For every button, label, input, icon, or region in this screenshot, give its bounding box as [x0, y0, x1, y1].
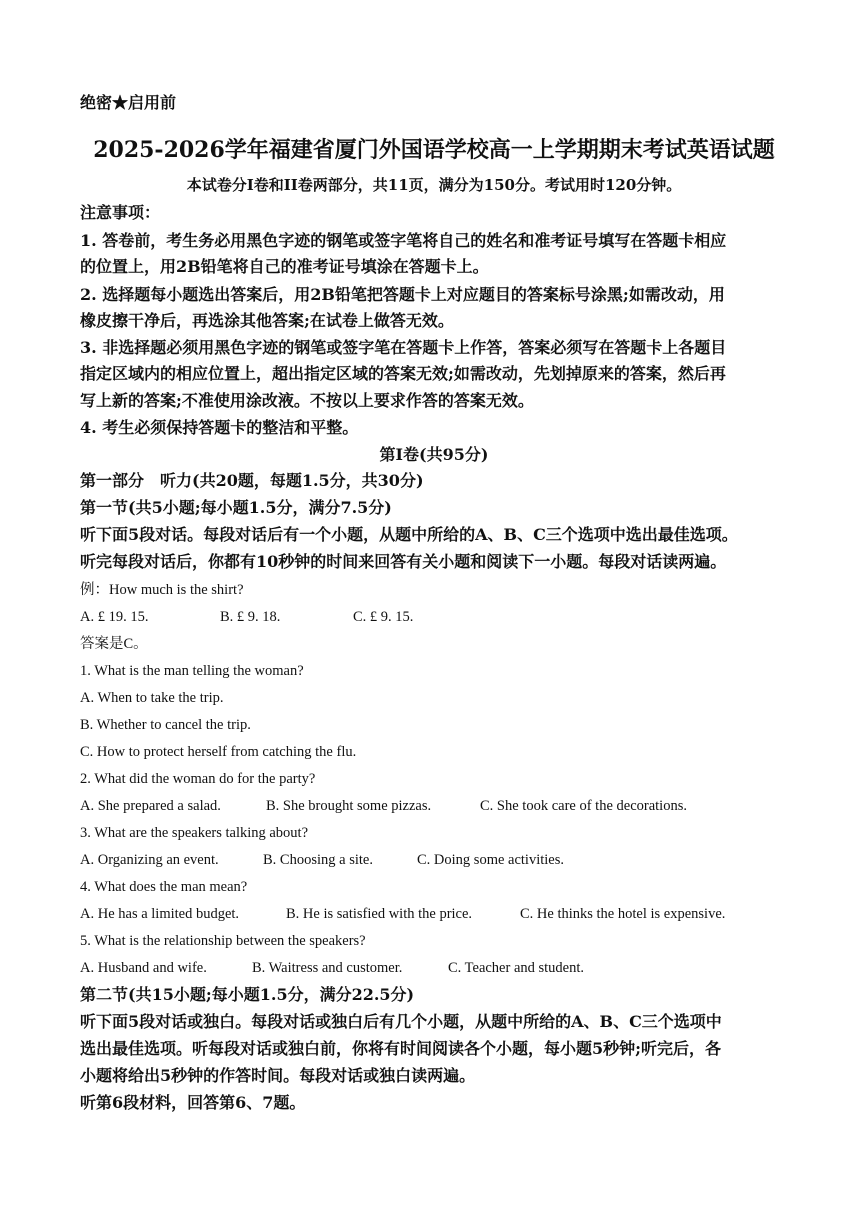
question-5: 5. What is the relationship between the speakers? [80, 933, 366, 949]
instruction-line: 听完每段对话后，你都有10秒钟的时间来回答有关小题和阅读下一小题。每段对话读两遍。 [80, 552, 727, 571]
q5-option-a: A. Husband and wife. [80, 960, 207, 976]
instruction-line: 小题将给出5秒钟的作答时间。每段对话或独白读两遍。 [80, 1066, 476, 1085]
material-heading: 听第6段材料，回答第6、7题。 [80, 1093, 306, 1112]
example-option-b: B. £ 9. 18. [220, 609, 281, 625]
q1-option-b: B. Whether to cancel the trip. [80, 717, 251, 733]
example-option-a: A. £ 19. 15. [80, 609, 149, 625]
q3-option-a: A. Organizing an event. [80, 852, 219, 868]
q4-option-a: A. He has a limited budget. [80, 906, 240, 922]
q4-option-b: B. He is satisfied with the price. [286, 906, 473, 922]
part-heading: 第一部分 听力(共20题，每题1.5分，共30分) [80, 471, 424, 490]
note-line: 1. 答卷前，考生务必用黑色字迹的钢笔或签字笔将自己的姓名和准考证号填写在答题卡相应 [80, 231, 727, 250]
note-line: 指定区域内的相应位置上，超出指定区域的答案无效;如需改动，先划掉原来的答案，然后再 [80, 364, 726, 383]
q1-option-a: A. When to take the trip. [80, 690, 224, 706]
note-line: 3. 非选择题必须用黑色字迹的钢笔或签字笔在答题卡上作答，答案必须写在答题卡上各题目 [80, 338, 727, 357]
q5-option-b: B. Waitress and customer. [252, 960, 403, 976]
q2-option-b: B. She brought some pizzas. [266, 798, 432, 814]
note-line: 的位置上，用2B铅笔将自己的准考证号填涂在答题卡上。 [80, 257, 489, 276]
question-4: 4. What does the man mean? [80, 879, 248, 895]
example-question: 例：How much is the shirt? [80, 582, 244, 598]
volume-heading: 第I卷(共95分) [379, 445, 489, 464]
note-line: 写上新的答案;不准使用涂改液。不按以上要求作答的答案无效。 [80, 391, 534, 410]
q3-option-c: C. Doing some activities. [417, 852, 564, 868]
question-3: 3. What are the speakers talking about? [80, 825, 309, 841]
section-heading: 第二节(共15小题;每小题1.5分，满分22.5分) [80, 985, 415, 1004]
q1-option-c: C. How to protect herself from catching the flu. [80, 744, 357, 760]
exam-subtitle: 本试卷分I卷和II卷两部分，共11页，满分为150分。考试用时120分钟。 [186, 176, 682, 194]
confidential-mark: 绝密★启用前 [80, 93, 177, 112]
question-2: 2. What did the woman do for the party? [80, 771, 316, 787]
note-line: 4. 考生必须保持答题卡的整洁和平整。 [80, 418, 359, 437]
q4-option-c: C. He thinks the hotel is expensive. [520, 906, 726, 922]
example-option-c: C. £ 9. 15. [353, 609, 414, 625]
note-line: 2. 选择题每小题选出答案后，用2B铅笔把答题卡上对应题目的答案标号涂黑;如需改动，用 [80, 285, 725, 304]
section-heading: 第一节(共5小题;每小题1.5分，满分7.5分) [80, 498, 392, 517]
example-answer: 答案是C。 [80, 636, 148, 652]
q2-option-a: A. She prepared a salad. [80, 798, 221, 814]
note-line: 橡皮擦干净后，再选涂其他答案;在试卷上做答无效。 [80, 311, 454, 330]
question-1: 1. What is the man telling the woman? [80, 663, 304, 679]
q3-option-b: B. Choosing a site. [263, 852, 373, 868]
instruction-line: 听下面5段对话。每段对话后有一个小题，从题中所给的A、B、C三个选项中选出最佳选项。 [80, 525, 738, 544]
q2-option-c: C. She took care of the decorations. [480, 798, 687, 814]
instruction-line: 选出最佳选项。听每段对话或独白前，你将有时间阅读各个小题，每小题5秒钟;听完后，各 [80, 1039, 722, 1058]
q5-option-c: C. Teacher and student. [448, 960, 585, 976]
instruction-line: 听下面5段对话或独白。每段对话或独白后有几个小题，从题中所给的A、B、C三个选项中 [80, 1012, 722, 1031]
notes-heading: 注意事项： [80, 203, 161, 222]
page-title: 2025-2026学年福建省厦门外国语学校高一上学期期末考试英语试题 [93, 137, 775, 163]
